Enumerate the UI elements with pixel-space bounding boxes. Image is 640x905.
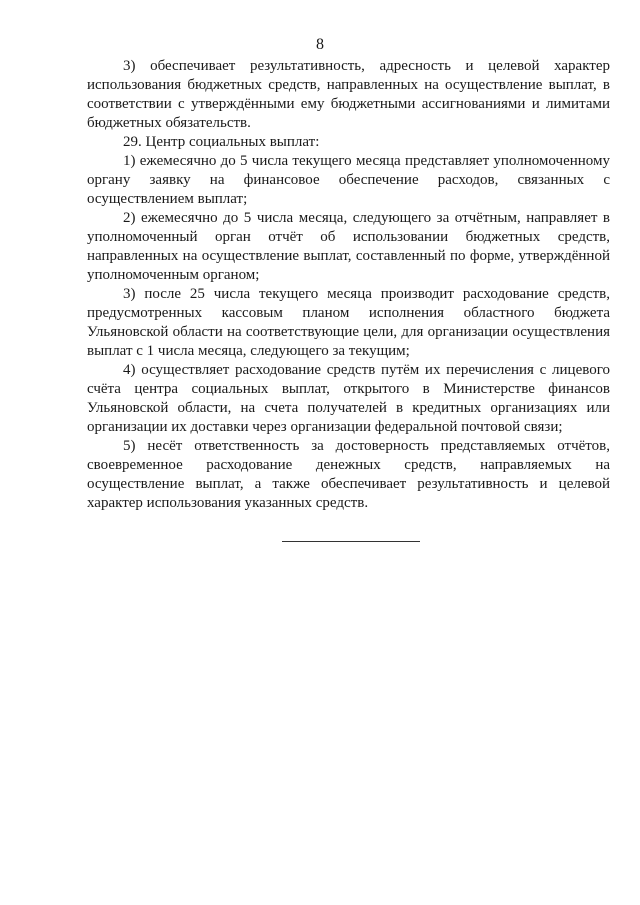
document-body	[87, 57, 610, 513]
paragraph-29-item-1: 1) ежемесячно до 5 числа текущего месяца представляет уполномоченному органу заявку на финансовое обеспечение расходов, связанных с осуществлением выплат;	[87, 153, 610, 207]
closing-divider-line	[282, 541, 420, 542]
paragraph-29-item-2: 2) ежемесячно до 5 числа месяца, следующего за отчётным, направляет в уполномоченный орган отчёт об использовании бюджетных средств, направленных на осуществление выплат, составленный по форме, утверждённой уполномоченным органом;	[87, 210, 610, 283]
paragraph-29-item-3: 3) после 25 числа текущего месяца производит расходование средств, предусмотренных кассовым планом исполнения областного бюджета Ульяновской области на соответствующие цели, для организации осуществления выплат с 1 числа месяца, следующего за текущим;	[87, 286, 610, 359]
page-number: 8	[316, 36, 324, 53]
paragraph-29-item-4: 4) осуществляет расходование средств путём их перечисления с лицевого счёта центра социальных выплат, открытого в Министерстве финансов Ульяновской области, на счета получателей в кредитных организациях или организации их доставки через организации федеральной почтовой связи;	[87, 362, 610, 435]
paragraph-29-heading: 29. Центр социальных выплат:	[123, 134, 320, 150]
paragraph-3-responsibility: 3) обеспечивает результативность, адресность и целевой характер использования бюджетных средств, направленных на осуществление выплат, в соответствии с утверждёнными ему бюджетными ассигнованиями и лимитами бюджетных обязательств.	[87, 58, 610, 131]
paragraph-29-item-5: 5) несёт ответственность за достоверность представляемых отчётов, своевременное расходование денежных средств, направляемых на осуществление выплат, а также обеспечивает результативность и целевой характер использования указанных средств.	[87, 438, 610, 511]
